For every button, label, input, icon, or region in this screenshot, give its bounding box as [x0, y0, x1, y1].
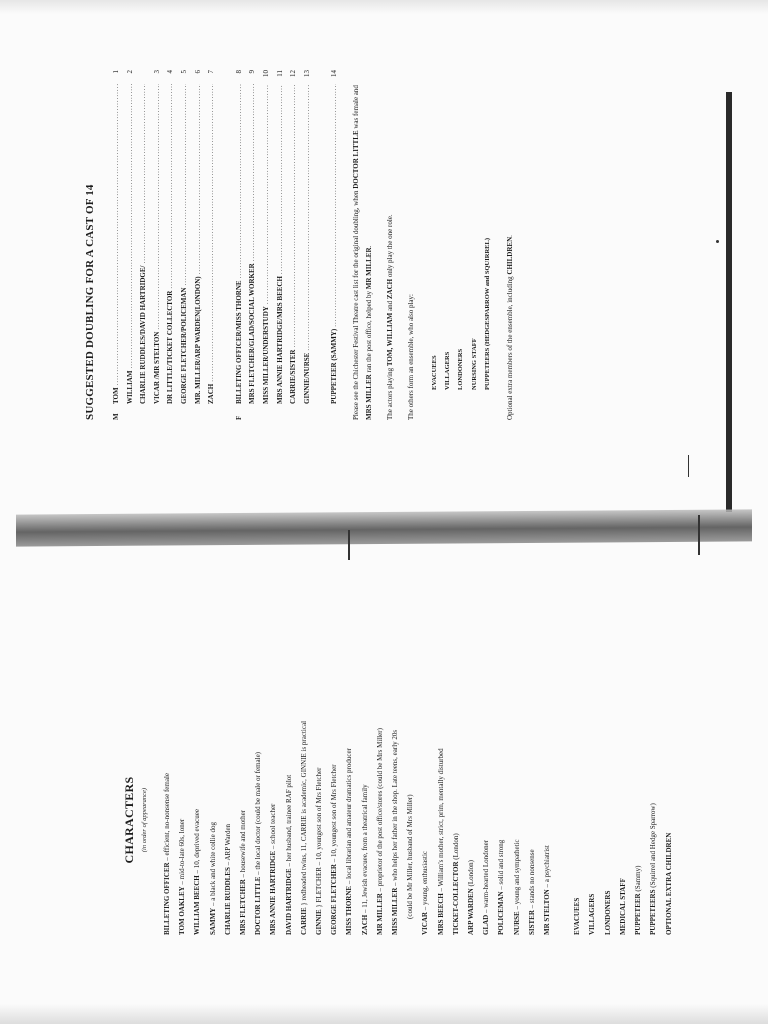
row-gap [219, 70, 233, 420]
character-description: – 11, Jewish evacuee, from a theatrical family [360, 784, 369, 915]
character-line [662, 705, 677, 935]
character-name: SISTER [527, 910, 536, 935]
page-fold-shadow [16, 509, 752, 546]
doubling-row [164, 70, 178, 420]
doubling-row [151, 70, 165, 420]
doubling-row [178, 70, 192, 420]
character-name: TICKET-COLLECTOR [451, 861, 460, 935]
character-description: – stands no nonsense [527, 849, 536, 911]
character-description: – efficient, no-nonsense female [163, 772, 171, 863]
character-name: BILLETING OFFICER [163, 862, 171, 935]
note-text: ran the post office, helped by [364, 289, 373, 375]
character-line [646, 705, 661, 935]
character-line [297, 705, 312, 935]
character-name: ARP WARDEN [467, 888, 476, 935]
ensemble-item: VILLAGERS [444, 351, 452, 390]
cast-number: 3 [152, 70, 161, 74]
character-line [358, 705, 373, 935]
cast-number: 12 [289, 70, 298, 77]
note-text: . [364, 245, 373, 248]
note-optional-extras [504, 70, 517, 420]
character-description: – proprietor of the post office/stores (could be Mrs Miller) [375, 728, 384, 894]
leader-dots [151, 84, 165, 330]
role-name: MR. MILLER/ARP WARDEN(LONDON) [193, 276, 202, 404]
note-text: was female and [351, 85, 360, 131]
character-line [601, 705, 616, 935]
scan-mark [688, 455, 689, 477]
leader-dots [164, 84, 178, 289]
character-line [616, 705, 631, 935]
note-bold: ZACH [385, 278, 394, 300]
character-line [585, 705, 600, 935]
character-name: MISS MILLER [391, 887, 400, 935]
character-name: VILLAGERS [588, 893, 597, 935]
character-name: POLICEMAN [497, 891, 506, 935]
character-line [373, 705, 388, 935]
note-text: Please see the Chichester Festival Theatre cast list for the original doubling, when [351, 188, 360, 420]
leader-dots [137, 84, 151, 264]
note-text: only play the one role. [385, 214, 394, 279]
character-line [160, 705, 175, 935]
character-description: } FLETCHER – 10, youngest son of Mrs Fletcher [315, 767, 324, 910]
characters-section [122, 705, 677, 935]
ensemble-item: EVACUEES [430, 355, 438, 390]
note-bold: TOM, WILLIAM [385, 312, 394, 367]
scan-edge-bottom [0, 1004, 768, 1024]
doubling-row [124, 70, 138, 420]
character-line [434, 705, 449, 935]
row-gap [314, 70, 328, 420]
role-name: WILLIAM [125, 370, 134, 404]
character-description: – school teacher [269, 803, 278, 851]
character-line [540, 705, 555, 935]
scan-edge-top [0, 0, 768, 14]
character-name: NURSE [512, 911, 521, 935]
leader-dots [178, 84, 192, 286]
note-text: Optional extra members of the ensemble, including [505, 274, 514, 420]
character-name: GEORGE FLETCHER [330, 864, 339, 935]
leader-dots [274, 84, 288, 274]
role-name: VICAR /MR STELTON [152, 331, 161, 404]
character-description: } redheaded twins, 11, CARRIE is academic, GINNIE is practical [299, 720, 308, 908]
character-name: WILLIAM BEECH [193, 875, 202, 935]
character-description: – 10, youngest son of Mrs Fletcher [330, 764, 339, 865]
note-single-roles [384, 70, 397, 420]
characters-list [160, 705, 555, 935]
ensemble-item: LONDONERS [457, 348, 465, 390]
character-name: CHARLIE RUDDLES [223, 867, 232, 935]
note-bold: DOCTOR LITTLE [351, 130, 360, 189]
character-name: PUPPETEERS [649, 889, 658, 935]
role-name: BILLETING OFFICER/MISS THORNE [234, 280, 243, 404]
doubling-row [246, 70, 260, 420]
cast-number: 4 [166, 70, 175, 74]
character-line [418, 705, 433, 935]
leader-dots [328, 84, 342, 327]
puppeteer-row [328, 70, 342, 420]
cast-number: 11 [275, 70, 284, 77]
character-line [403, 705, 418, 935]
character-description: – the local doctor (could be male or female) [254, 751, 263, 877]
role-name: CARRIE/SISTER [289, 349, 298, 404]
character-name: SAMMY [208, 907, 217, 935]
character-description: (could be Mr Miller, husband of Mrs Miller) [406, 794, 415, 919]
cast-number: 2 [125, 70, 134, 74]
character-description: (Sammy) [634, 865, 643, 894]
character-line [282, 705, 297, 935]
note-original-doubling [350, 70, 376, 420]
character-description: – warm-hearted Londoner [482, 839, 491, 915]
row-marker: F [234, 415, 243, 420]
character-name: OPTIONAL EXTRA CHILDREN [664, 832, 673, 935]
cast-number: 10 [261, 70, 270, 77]
page-edge-shadow [726, 92, 732, 512]
character-name: ZACH [360, 914, 369, 935]
character-line [251, 705, 266, 935]
character-line [327, 705, 342, 935]
role-name: MRS ANNIE HARTRIDGE/MRS BEECH [275, 276, 284, 404]
character-name: MRS ANNIE HARTRIDGE [269, 850, 278, 935]
leader-dots [287, 84, 301, 348]
character-line [312, 705, 327, 935]
doubling-row [137, 70, 151, 420]
character-description: – solid and strong [497, 839, 506, 892]
role-name: PUPPETEER (SAMMY) [330, 328, 339, 404]
character-description: (London) [451, 833, 460, 862]
character-name: MR STELTON [543, 889, 552, 935]
cast-number: 8 [234, 70, 243, 74]
doubling-section [84, 70, 525, 420]
character-name: MR MILLER [375, 893, 384, 935]
leader-dots [233, 84, 247, 278]
role-name: MISS MILLER/UNDERSTUDY [261, 306, 270, 404]
doubling-row [274, 70, 288, 420]
cast-number: 9 [248, 70, 257, 74]
character-description: – housewife and mother [239, 809, 248, 880]
ensemble-item: NURSING STAFF [470, 338, 478, 390]
role-name: TOM [112, 387, 120, 404]
character-line [206, 705, 221, 935]
character-description: – a psychiatrist [543, 845, 552, 890]
female-roles-list [233, 70, 315, 420]
character-description: – young and sympathetic [512, 839, 521, 912]
character-line [175, 705, 190, 935]
character-line [479, 705, 494, 935]
doubling-row [192, 70, 206, 420]
note-text: . [505, 235, 514, 237]
character-name: LONDONERS [603, 890, 612, 935]
character-description: – 10, deprived evacuee [193, 809, 202, 876]
character-line [236, 705, 251, 935]
cast-number: 13 [302, 70, 311, 77]
character-name: GLAD [482, 914, 491, 935]
character-description: – young, enthusiastic [421, 850, 430, 913]
cast-number: 14 [330, 70, 339, 77]
note-bold: CHILDREN [505, 236, 514, 275]
character-description: – ARP Warden [223, 823, 232, 868]
role-name: CHARLIE RUDDLES/DAVID HARTRIDGE/ [139, 265, 148, 404]
doubling-row [301, 70, 315, 420]
note-text: The actors playing [385, 366, 394, 420]
leader-dots [260, 84, 274, 304]
character-name: DOCTOR LITTLE [254, 876, 263, 935]
cast-number: 5 [179, 70, 188, 74]
leader-dots [301, 84, 315, 351]
note-ensemble: The others form an ensemble, who also play: [406, 294, 415, 420]
doubling-row [205, 70, 219, 420]
scan-speck [716, 240, 719, 243]
role-name: GEORGE FLETCHER/POLICEMAN [179, 287, 188, 404]
row-marker: M [112, 413, 120, 420]
character-line [494, 705, 509, 935]
characters-heading: CHARACTERS [122, 776, 136, 864]
cast-number: 7 [207, 70, 216, 74]
ensemble-list [428, 70, 494, 390]
fold-mark [348, 530, 350, 560]
character-line [221, 705, 236, 935]
doubling-row [233, 70, 247, 420]
character-name: MRS FLETCHER [239, 879, 248, 935]
character-line [631, 705, 646, 935]
note-bold: MR MILLER [364, 247, 373, 290]
character-line [510, 705, 525, 935]
role-name: GINNIE/NURSE [302, 352, 311, 404]
character-name: TOM OAKLEY [178, 886, 187, 935]
character-line [190, 705, 205, 935]
character-name: DAVID HARTRIDGE [284, 868, 293, 935]
character-name: VICAR [421, 912, 430, 935]
character-name: MRS BEECH [436, 893, 445, 935]
role-name: MRS FLETCHER/GLAD/SOCIAL WORKER [248, 263, 257, 404]
character-description: – a black and white collie dog [208, 822, 217, 908]
doubling-row [110, 70, 124, 420]
note-bold: MRS MILLER [364, 374, 373, 420]
character-description: (London) [467, 860, 476, 889]
character-name: CARRIE [299, 907, 308, 935]
character-name: MISS THORNE [345, 885, 354, 935]
character-line [570, 705, 585, 935]
character-line [449, 705, 464, 935]
character-description: – local librarian and amateur dramatics producer [345, 748, 354, 886]
character-description: – who helps her father in the shop. Late teens, early 20s [391, 729, 400, 888]
role-name: DR LITTLE/TICKET COLLECTOR [166, 290, 175, 404]
cast-number: 6 [193, 70, 202, 74]
role-name: ZACH [207, 383, 216, 404]
cast-number: 1 [112, 70, 120, 74]
doubling-title: SUGGESTED DOUBLING FOR A CAST OF 14 [84, 184, 96, 420]
male-roles-list [110, 70, 219, 420]
doubling-row [287, 70, 301, 420]
leader-dots [124, 84, 138, 369]
characters-subheading: (in order of appearance) [141, 787, 148, 853]
character-name: EVACUEES [573, 897, 582, 935]
character-name: GINNIE [315, 909, 324, 935]
character-line [388, 705, 403, 935]
character-name: PUPPETEER [634, 893, 643, 935]
character-name: MEDICAL STAFF [618, 878, 627, 935]
leader-dots [110, 84, 124, 385]
fold-mark [698, 515, 700, 555]
leader-dots [192, 84, 206, 274]
character-line [342, 705, 357, 935]
note-text: and [385, 299, 394, 313]
leader-dots [246, 84, 260, 261]
doubling-row [260, 70, 274, 420]
character-line [525, 705, 540, 935]
leader-dots [205, 84, 219, 382]
character-line [464, 705, 479, 935]
list-gap [555, 705, 570, 935]
character-description: – mid-to-late 60s, loner [178, 818, 187, 887]
character-description: – her husband, trainee RAF pilot [284, 774, 293, 869]
characters-extras-list [570, 705, 676, 935]
ensemble-item: PUPPETEERS (HEDGESPARROW and SQUIRREL) [483, 238, 491, 390]
character-line [266, 705, 281, 935]
character-description: – William's mother, strict, prim, mentally disturbed [436, 748, 445, 894]
character-description: (Squirrel and Hedge Sparrow) [649, 803, 658, 890]
